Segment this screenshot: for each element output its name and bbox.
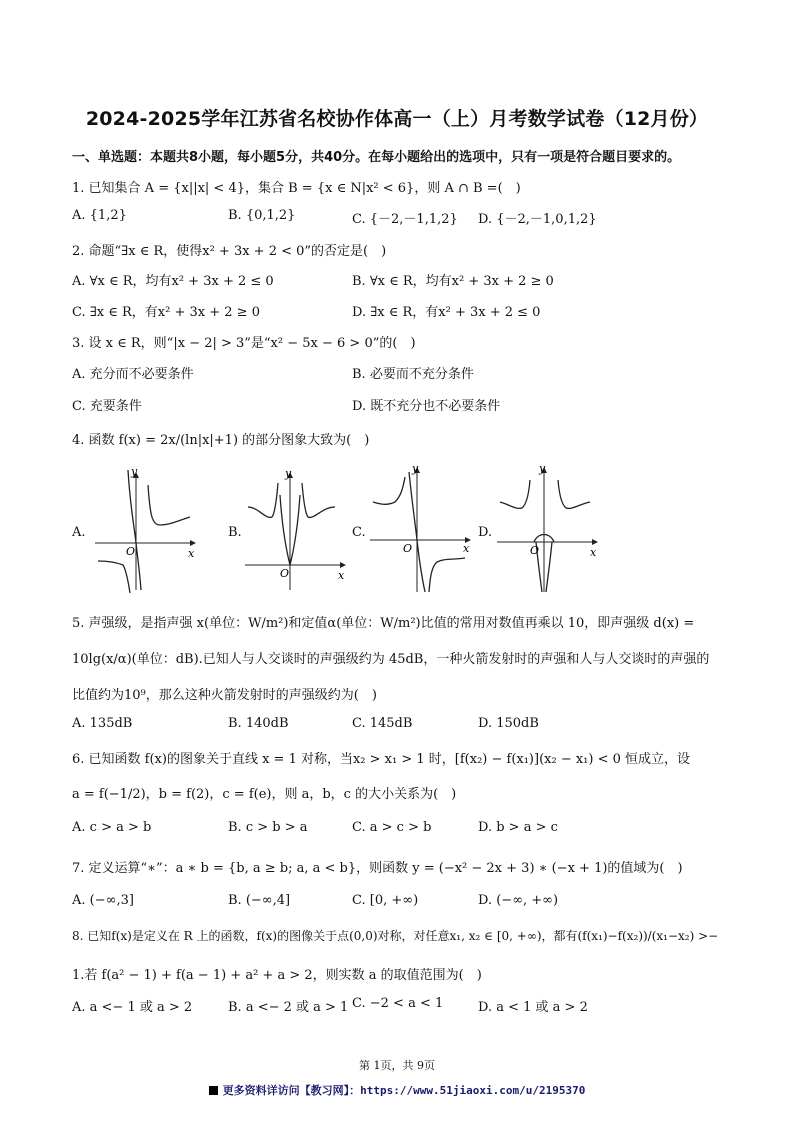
question-6-option-d: D. b > a > c xyxy=(478,820,558,835)
question-8-option-c: C. −2 < a < 1 xyxy=(352,996,444,1011)
question-7-option-c: C. [0, +∞) xyxy=(352,893,419,908)
promo-text: 更多资料详访问【教习网】：https://www.51jiaoxi.com/u/2195370 xyxy=(222,1084,586,1097)
question-2-option-c: C. ∃x ∈ R，有x² + 3x + 2 ≥ 0 xyxy=(72,305,260,320)
question-5-stem-line-2: 10lg(x/α)(单位：dB).已知人与人交谈时的声强级约为 45dB，一种火箭发射时的声强和人与人交谈时的声强的 xyxy=(72,652,710,667)
question-8-stem-line-1: 8. 已知f(x)是定义在 R 上的函数，f(x)的图像关于点(0,0)对称，对任意x₁, x₂ ∈ [0, +∞)，都有(f(x₁)−f(x₂))/(x₁−x₂) >− xyxy=(72,929,719,943)
question-8-stem-line-2: 1.若 f(a² − 1) + f(a − 1) + a² + a > 2，则实数 a 的取值范围为( ) xyxy=(72,968,482,983)
graph-b-x-label: x xyxy=(338,569,345,582)
graph-d xyxy=(492,462,607,597)
question-4-option-c: C. xyxy=(352,525,366,540)
question-3-stem: 3. 设 x ∈ R，则“|x − 2| > 3”是“x² − 5x − 6 > 0”的( ) xyxy=(72,336,416,351)
graph-c-y-label: y xyxy=(412,462,419,475)
question-6-option-b: B. c > b > a xyxy=(228,820,308,835)
question-1-option-d: D. {－2,－1,0,1,2} xyxy=(478,212,597,227)
question-3-option-a: A. 充分而不必要条件 xyxy=(72,367,194,382)
graph-b xyxy=(240,465,355,595)
question-2-stem: 2. 命题“∃x ∈ R，使得x² + 3x + 2 < 0”的否定是( ) xyxy=(72,244,387,259)
question-7-option-a: A. (−∞,3] xyxy=(72,893,134,908)
graph-a-y-label: y xyxy=(131,465,138,478)
question-4-option-b: B. xyxy=(228,525,242,540)
question-4-stem: 4. 函数 f(x) = 2x/(ln|x|+1) 的部分图象大致为( ) xyxy=(72,433,370,448)
question-2-option-d: D. ∃x ∈ R，有x² + 3x + 2 ≤ 0 xyxy=(352,305,541,320)
graph-a xyxy=(90,465,205,595)
graph-a-origin: O xyxy=(126,545,136,558)
question-5-option-c: C. 145dB xyxy=(352,716,413,731)
question-5-option-d: D. 150dB xyxy=(478,716,539,731)
section-heading: 一、单选题：本题共8小题，每小题5分，共40分。在每小题给出的选项中，只有一项是符合题目要求的。 xyxy=(72,150,681,165)
question-5-option-a: A. 135dB xyxy=(72,716,133,731)
question-3-option-d: D. 既不充分也不必要条件 xyxy=(352,399,501,414)
graph-d-x-label: x xyxy=(590,546,597,559)
promo-link[interactable] xyxy=(0,1082,794,1098)
question-1-option-b: B. {0,1,2} xyxy=(228,208,296,223)
graph-b-origin: O xyxy=(280,567,290,580)
graph-c-x-label: x xyxy=(463,542,470,555)
question-6-option-c: C. a > c > b xyxy=(352,820,432,835)
question-8-option-d: D. a < 1 或 a > 2 xyxy=(478,1000,588,1015)
question-2-option-b: B. ∀x ∈ R，均有x² + 3x + 2 ≥ 0 xyxy=(352,274,554,289)
question-2-option-a: A. ∀x ∈ R，均有x² + 3x + 2 ≤ 0 xyxy=(72,274,274,289)
question-1-option-c: C. {－2,－1,1,2} xyxy=(352,212,458,227)
graph-c-origin: O xyxy=(403,542,413,555)
question-5-stem-line-1: 5. 声强级，是指声强 x(单位：W/m²)和定值α(单位：W/m²)比值的常用对数值再乘以 10，即声强级 d(x) = xyxy=(72,616,695,631)
question-3-option-c: C. 充要条件 xyxy=(72,399,142,414)
question-8-option-a: A. a <− 1 或 a > 2 xyxy=(72,1000,193,1015)
graph-d-y-label: y xyxy=(539,462,546,475)
question-5-option-b: B. 140dB xyxy=(228,716,289,731)
page-title: 2024-2025学年江苏省名校协作体高一（上）月考数学试卷（12月份） xyxy=(85,108,709,130)
graph-b-y-label: y xyxy=(285,467,292,480)
question-4-option-d: D. xyxy=(478,525,493,540)
question-5-stem-line-3: 比值约为10⁹，那么这种火箭发射时的声强级约为( ) xyxy=(72,688,377,703)
question-8-option-b: B. a <− 2 或 a > 1 xyxy=(228,1000,349,1015)
question-6-stem-line-1: 6. 已知函数 f(x)的图象关于直线 x = 1 对称，当x₂ > x₁ > 1 时，[f(x₂) − f(x₁)](x₂ − x₁) < 0 恒成立，设 xyxy=(72,752,691,767)
question-1-option-a: A. {1,2} xyxy=(72,208,127,223)
question-3-option-b: B. 必要而不充分条件 xyxy=(352,367,474,382)
page-footer: 第 1页，共 9页 xyxy=(359,1059,435,1072)
graph-c xyxy=(365,462,480,597)
question-7-stem: 7. 定义运算“∗”：a ∗ b = {b, a ≥ b; a, a < b}，则函数 y = (−x² − 2x + 3) ∗ (−x + 1)的值域为( ) xyxy=(72,861,683,876)
question-6-stem-line-2: a = f(−1/2)，b = f(2)，c = f(e)，则 a，b，c 的大小关系为( ) xyxy=(72,787,457,802)
question-7-option-d: D. (−∞, +∞) xyxy=(478,893,559,908)
graph-a-x-label: x xyxy=(188,547,195,560)
flag-icon xyxy=(209,1086,218,1095)
graph-d-origin: O xyxy=(530,544,540,557)
question-4-option-a: A. xyxy=(72,525,86,540)
question-1-stem: 1. 已知集合 A = {x||x| < 4}，集合 B = {x ∈ N|x² < 6}，则 A ∩ B =( ) xyxy=(72,181,521,196)
question-7-option-b: B. (−∞,4] xyxy=(228,893,291,908)
question-6-option-a: A. c > a > b xyxy=(72,820,152,835)
